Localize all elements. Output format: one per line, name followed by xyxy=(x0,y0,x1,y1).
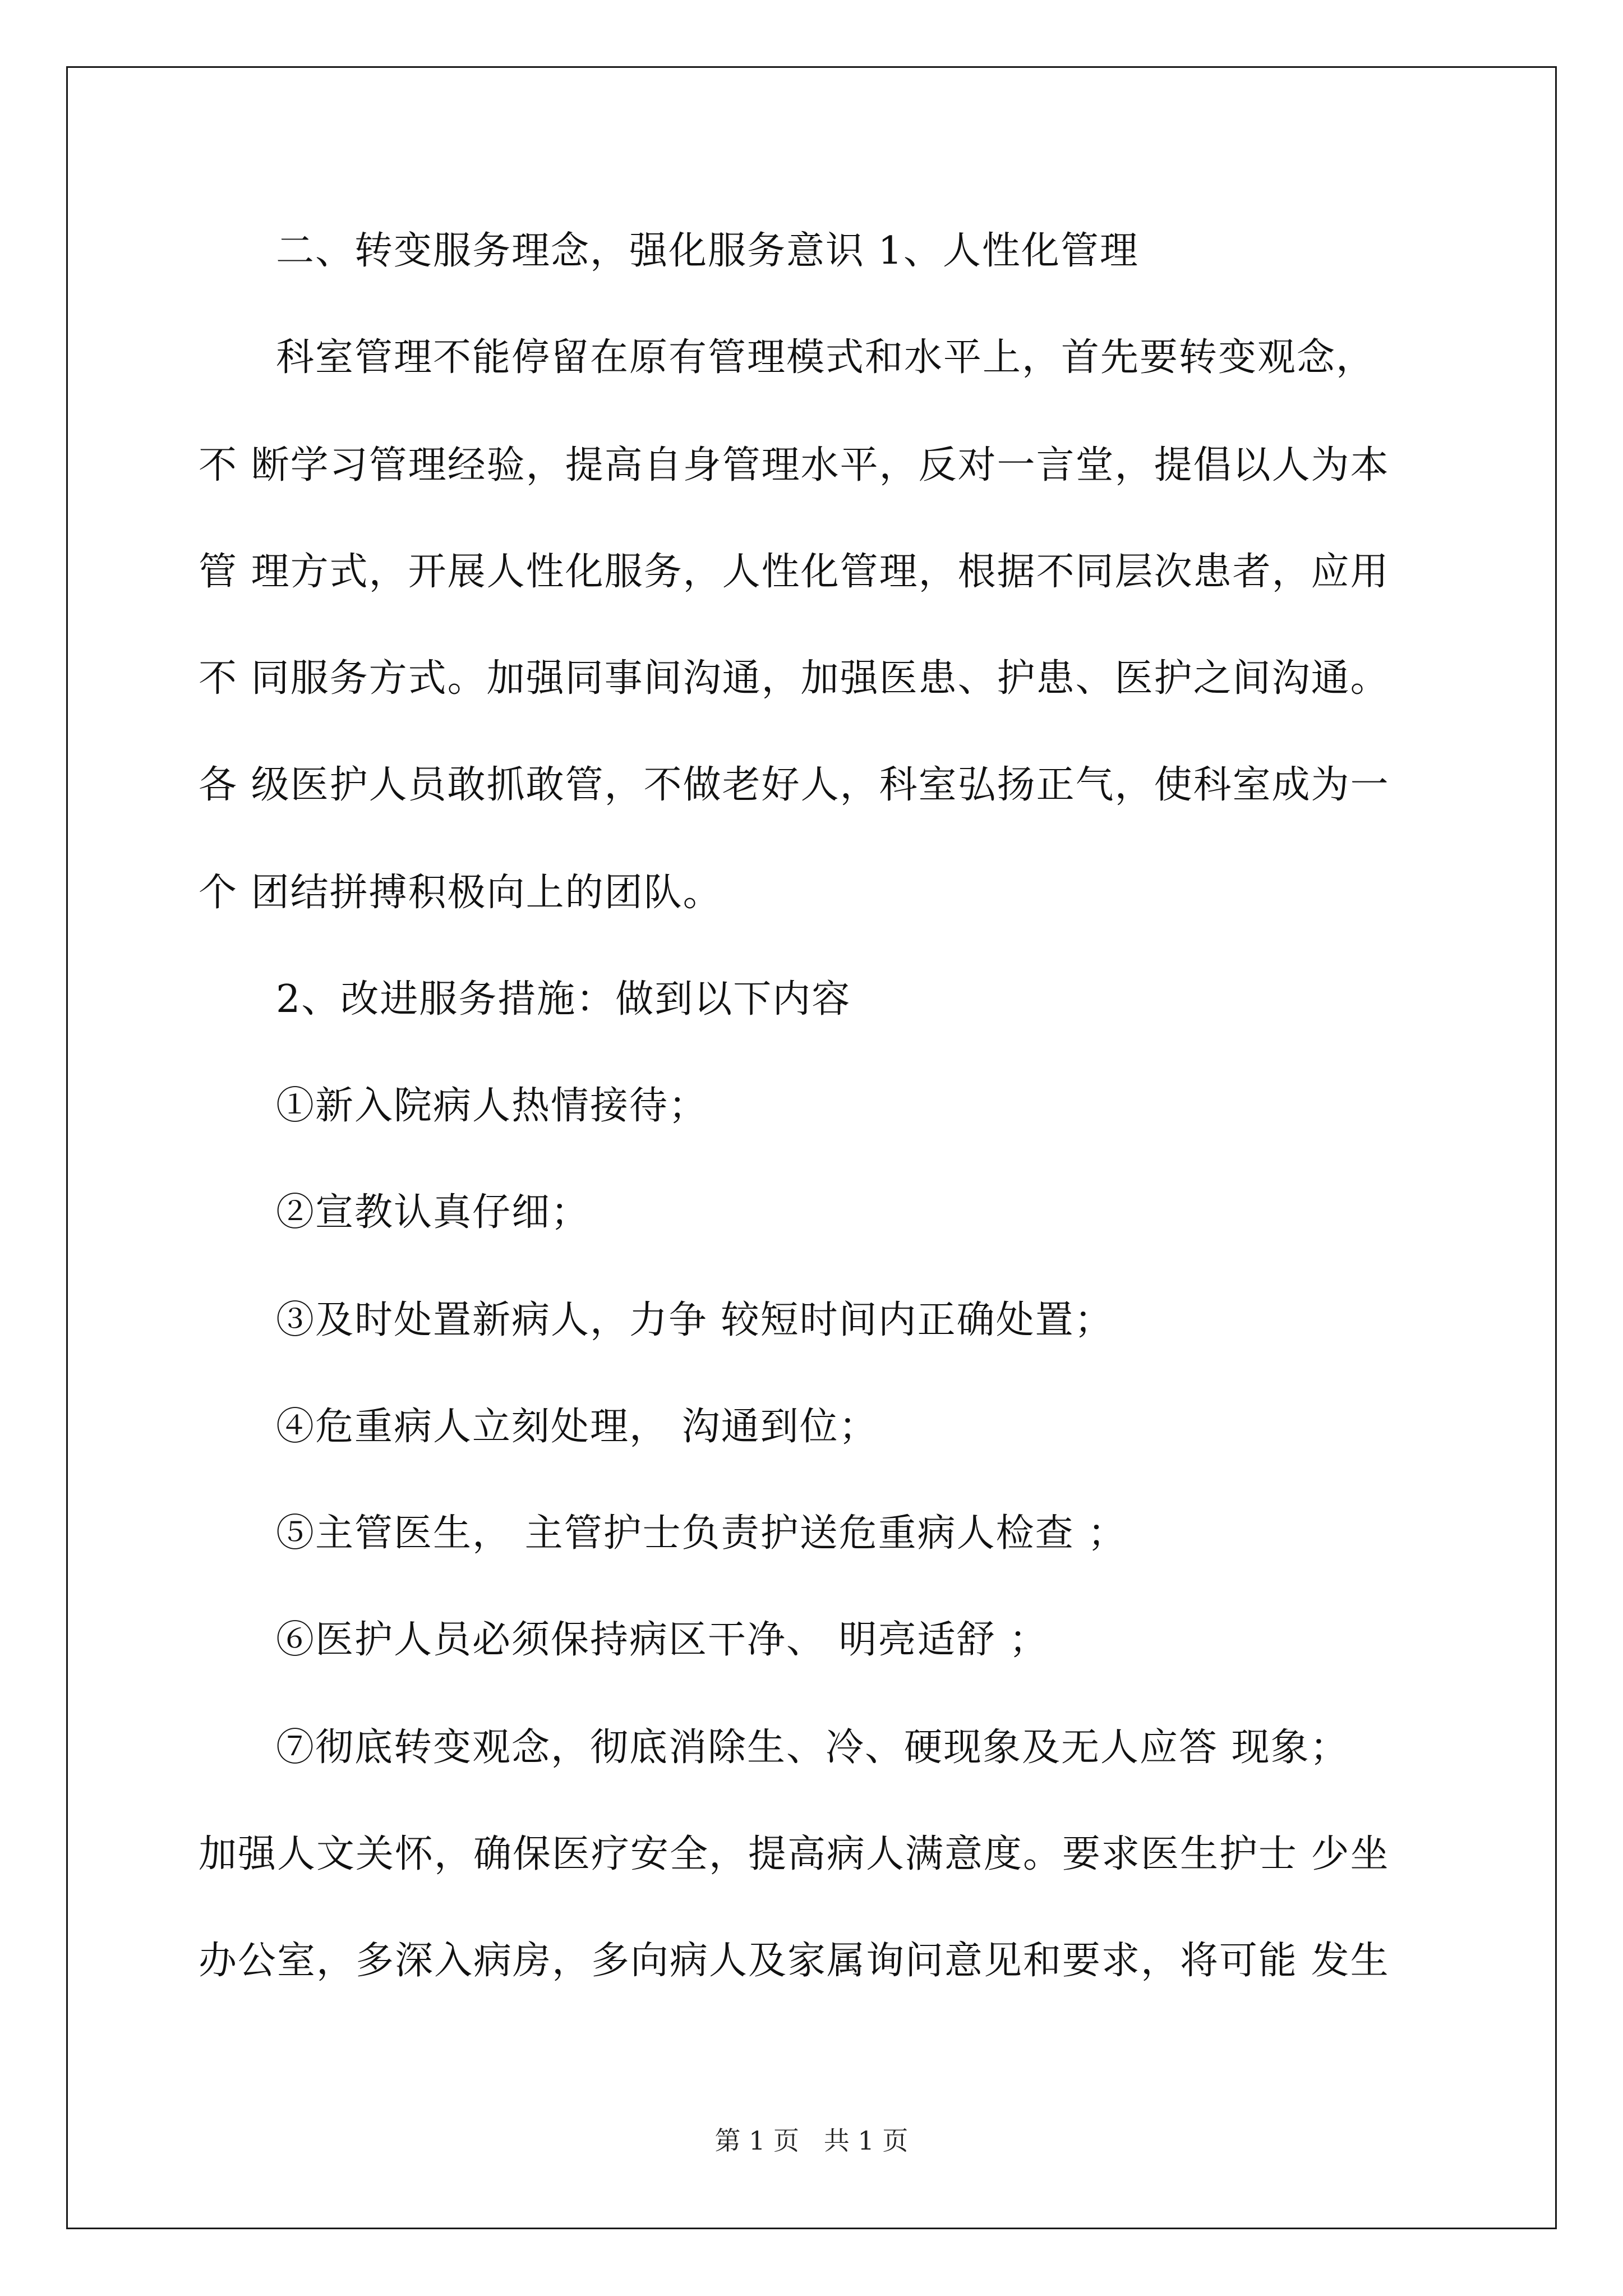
list-item: ①新入院病人热情接待； xyxy=(276,1084,708,1128)
page-border xyxy=(66,66,1557,2229)
paragraph-line: 不 断学习管理经验，提高自身管理水平，反对一言堂，提倡以人为本 xyxy=(199,443,1390,487)
list-item: ③及时处置新病人，力争 较短时间内正确处置； xyxy=(276,1298,1114,1342)
paragraph-line: 管 理方式，开展人性化服务，人性化管理，根据不同层次患者，应用 xyxy=(199,550,1390,594)
paragraph-line: 加强人文关怀，确保医疗安全，提高病人满意度。要求医生护士 少坐 xyxy=(199,1832,1390,1876)
paragraph-line: 个 团结拼搏积极向上的团队。 xyxy=(199,871,722,915)
list-item: ⑤主管医生， 主管护士负责护送危重病人检查 ； xyxy=(276,1511,1127,1556)
paragraph-line: 不 同服务方式。加强同事间沟通，加强医患、护患、医护之间沟通。 xyxy=(199,656,1390,701)
paragraph-line: 各 级医护人员敢抓敢管，不做老好人，科室弘扬正气，使科室成为一 xyxy=(199,763,1390,807)
section-heading: 二、转变服务理念，强化服务意识 1、人性化管理 xyxy=(276,229,1139,273)
list-item: ④危重病人立刻处理， 沟通到位； xyxy=(276,1405,878,1449)
list-item: ⑥医护人员必须保持病区干净、 明亮适舒 ； xyxy=(276,1618,1049,1662)
list-item: ⑦彻底转变观念，彻底消除生、冷、硬现象及无人应答 现象； xyxy=(276,1726,1349,1770)
subsection-heading: 2、改进服务措施：做到以下内容 xyxy=(276,977,851,1022)
paragraph-line: 科室管理不能停留在原有管理模式和水平上，首先要转变观念， xyxy=(276,335,1376,380)
list-item: ②宣教认真仔细； xyxy=(276,1190,591,1235)
page-footer: 第 1 页 共 1 页 xyxy=(714,2125,909,2156)
paragraph-line: 办公室，多深入病房，多向病人及家属询问意见和要求，将可能 发生 xyxy=(199,1939,1390,1983)
